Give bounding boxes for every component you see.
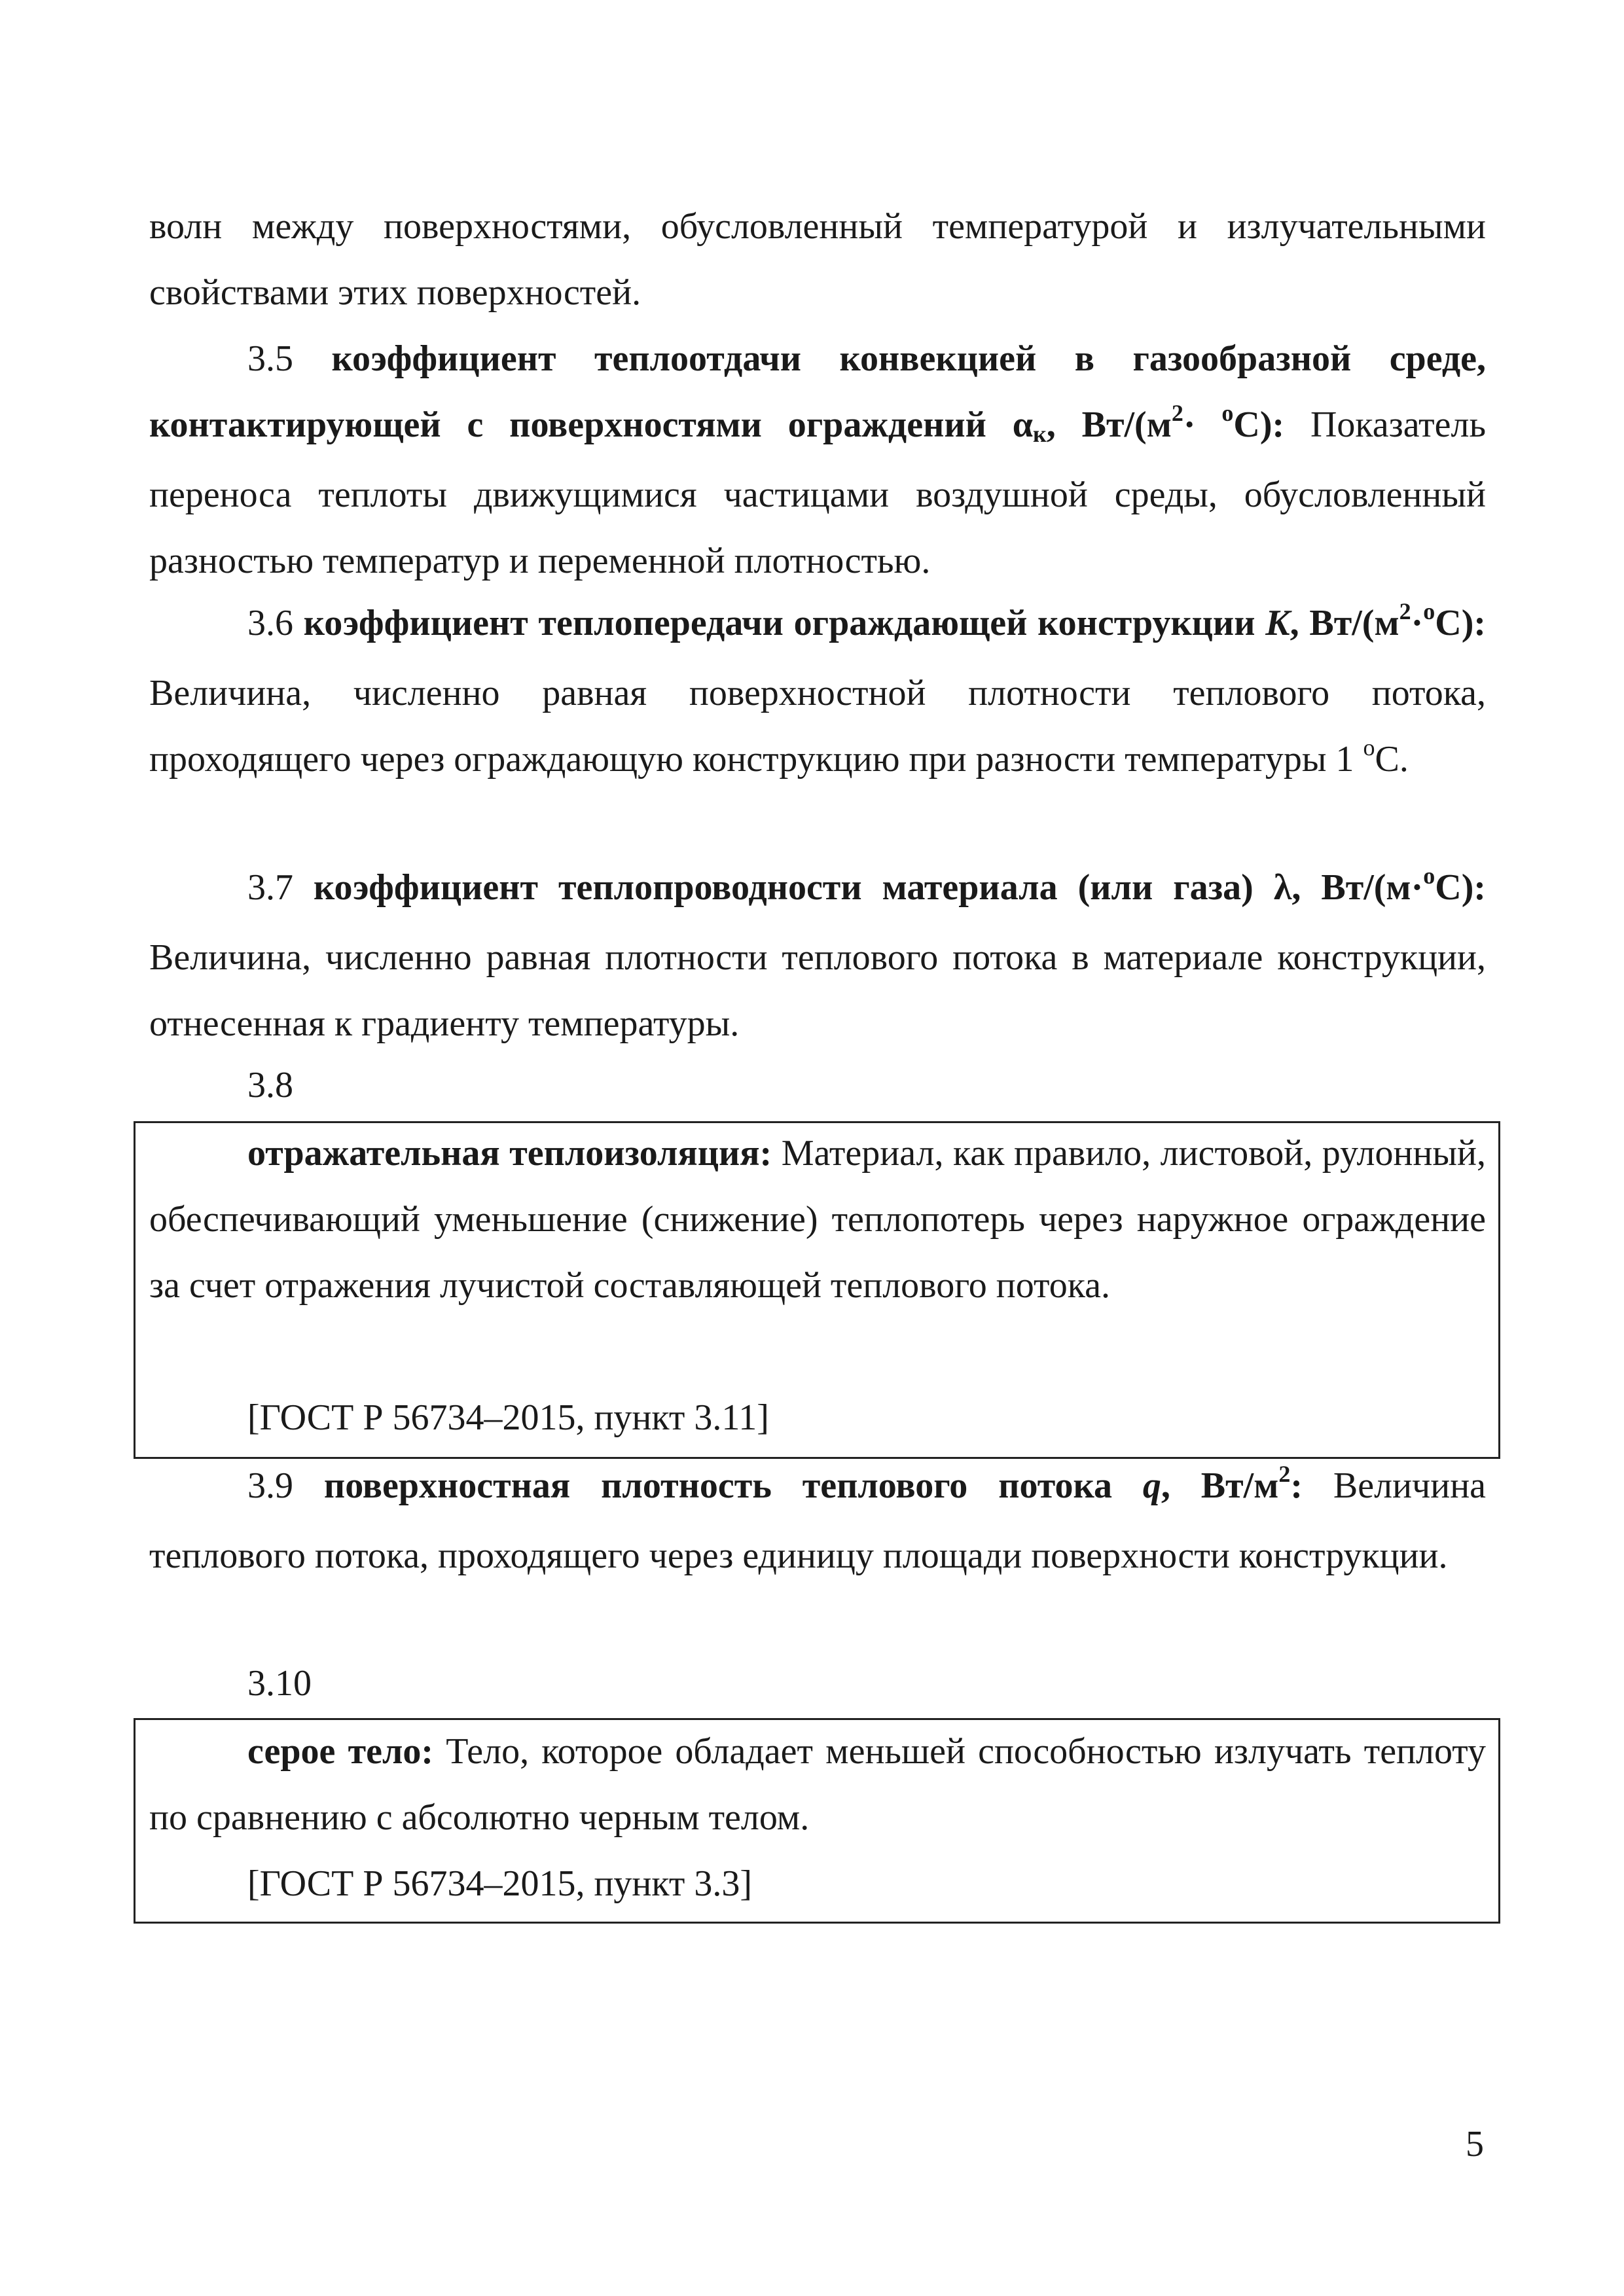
clause-3-10-reference: [ГОСТ Р 56734–2015, пункт 3.3] (247, 1863, 752, 1904)
clause-definition: Величина теплового потока, проходящего через единицу площади поверхности конструкции. (149, 1465, 1487, 1576)
clause-definition: Величина, численно равная поверхностной плотности теплового потока, проходящего через ограждающую конструкцию при разности температуры 1 $^o$С. (149, 673, 1486, 780)
clause-3-6 (149, 590, 1486, 797)
clause-3-8 (149, 1121, 1486, 1319)
clause-term: отражательная теплоизоляция: (247, 1133, 772, 1174)
clause-number: 3.6 (247, 603, 293, 643)
clause-3-8-number: 3.8 (247, 1065, 293, 1105)
clause-term: коэффициент теплоотдачи конвекцией в газообразной среде, контактирующей с поверхностями ограждений $\alpha_к$, $Вт/(м^2\cdot ^oС)$: (149, 338, 1487, 447)
clause-term: поверхностная плотность теплового потока q, $Вт/м^2$: (323, 1461, 1303, 1506)
clause-definition: Тело, которое обладает меньшей способностью излучать теплоту по сравнению с абсолютно черным телом. (149, 1731, 1486, 1838)
clause-3-10-number: 3.10 (247, 1663, 312, 1704)
clause-number: 3.7 (247, 867, 293, 908)
page-number: 5 (1466, 2124, 1484, 2164)
clause-3-10 (149, 1719, 1486, 1851)
clause-number: 3.5 (247, 338, 293, 379)
clause-3-5 (149, 326, 1486, 594)
clause-3-7 (149, 855, 1486, 1057)
clause-definition: Величина, численно равная плотности теплового потока в материале конструкции, отнесенная к градиенту температуры. (149, 937, 1486, 1044)
clause-number: 3.9 (247, 1465, 293, 1506)
clause-3-9 (149, 1453, 1486, 1589)
clause-definition: Материал, как правило, листовой, рулонный, обеспечивающий уменьшение (снижение) теплопотерь через наружное ограждение за счет отражения лучистой составляющей теплового потока. (149, 1133, 1487, 1306)
clause-definition: Показатель переноса теплоты движущимися частицами воздушной среды, обусловленный разностью температур и переменной плотностью. (149, 404, 1486, 581)
clause-term: серое тело: (247, 1731, 434, 1772)
intro-paragraph: волн между поверхностями, обусловленный температурой и излучательными свойствами этих поверхностей. (149, 206, 1486, 313)
clause-term: коэффициент теплопередачи ограждающей конструкции K, $Вт/(м^2\cdot^oС)$: (303, 598, 1487, 643)
clause-term: коэффициент теплопроводности материала (или газа) λ, Вт/(м·$^o$С): (314, 863, 1487, 908)
clause-3-8-reference: [ГОСТ Р 56734–2015, пункт 3.11] (247, 1397, 769, 1438)
